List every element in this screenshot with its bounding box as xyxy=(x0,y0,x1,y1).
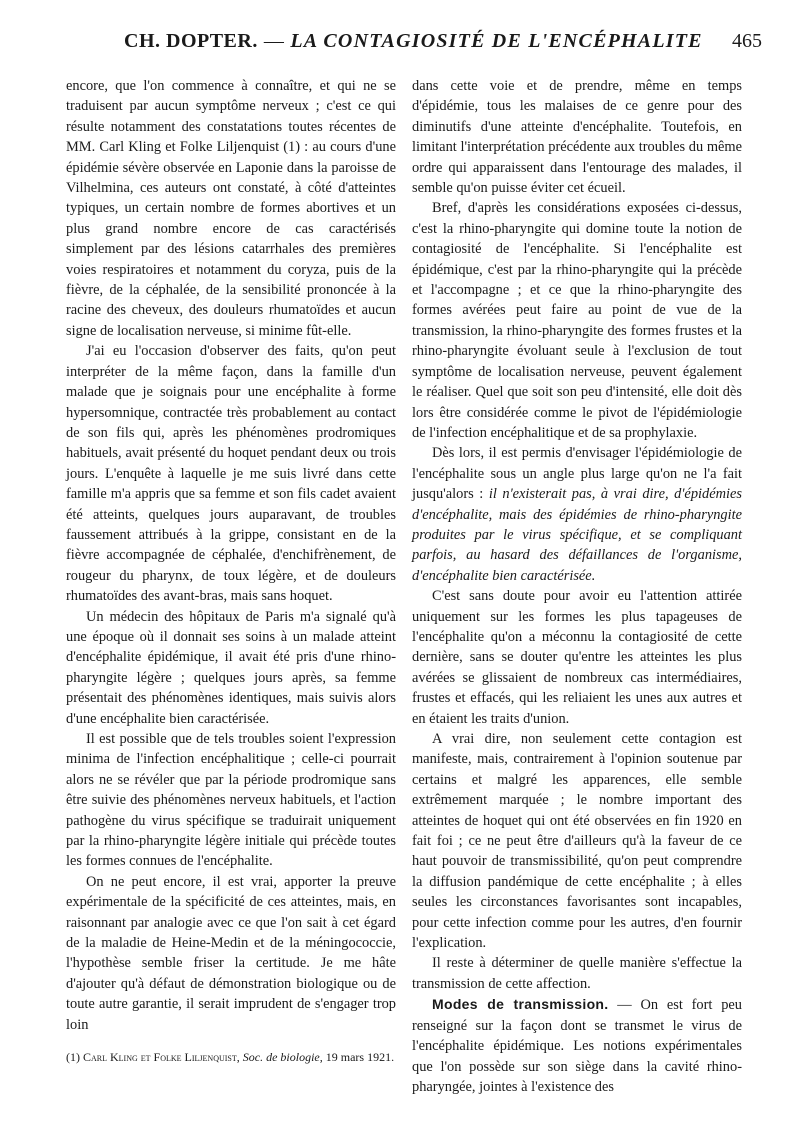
footnote xyxy=(66,1049,396,1066)
paragraph: dans cette voie et de prendre, même en temps d'épidémie, tous les malaises de ce genre pour des diminutifs d'une atteinte d'encéphalite. Toutefois, en limitant l'interprétation précédente aux troubles du même ordre qui apparaissent dans l'entourage des malades, il semble qu'on puisse éviter cet écueil. xyxy=(412,78,742,197)
header-separator: — xyxy=(263,30,285,52)
paragraph: Bref, d'après les considérations exposées ci-dessus, c'est la rhino-pharyngite qui domine toute la notion de contagiosité de l'encéphalite. Si l'encéphalite est épidémique, c'est par la rhino-pharyngite qui la précède et l'accompagne ; et ce que la rhino-pharyngite des formes avérées peut faire au point de vue de la transmission, la rhino-pharyngite des formes frustes et la rhino-pharyngite évoluant seule à l'exclusion de tout symptôme de localisation nerveuse, peuvent également le réaliser. Quel que soit son peu d'intensité, elle doit dès lors être considérée comme le pivot de l'épidémiologie de l'infection encéphalitique et de sa prophylaxie. xyxy=(412,200,742,441)
footnote-authors: Carl Kling et Folke Liljenquist, xyxy=(83,1050,240,1065)
page-number: 465 xyxy=(732,30,762,52)
paragraph: On ne peut encore, il est vrai, apporter la preuve expérimentale de la spécificité de ces atteintes, mais, en raisonnant par analogie avec ce que l'on sait à cet égard de la maladie de Heine-Medin et de la méningococcie, l'hypothèse semble friser la certitude. Je me hâte d'ajouter qu'à défaut de démonstration biologique ou de toute autre garantie, il serait imprudent de s'engager trop loin xyxy=(66,873,396,1033)
paragraph-text: Dès lors, il est permis d'envisager l'épidémiologie de l'encéphalite sous un angle plus large qu'on ne l'a fait jusqu'alors : xyxy=(412,445,742,503)
paragraph: Un médecin des hôpitaux de Paris m'a signalé qu'à une époque où il donnait ses soins à un malade atteint d'encéphalite épidémique, il avait été pris d'une rhino-pharyngite légère ; quelques jours après, sa femme présentait des phénomènes identiques, mais suivis alors d'une encéphalite bien caractérisée. xyxy=(66,608,396,727)
paragraph: J'ai eu l'occasion d'observer des faits, qu'on peut interpréter de la même façon, dans la famille d'un malade que je soignais pour une encéphalite à forme hypersomnique, contractée très probablement au contact de son fils qui, après les phénomènes prodromiques habituels, avait présenté du hoquet pendant deux ou trois jours. L'enquête à laquelle je me suis livré dans cette famille m'a appris que sa femme et son fils cadet avaient été atteints, quelques jours auparavant, de troubles faussement attribués à la grippe, consistant en de la fièvre accompagnée de céphalée, d'enchifrènement, de rougeur du pharynx, de toux légère, et de douleurs rhumatoïdes des avant-bras, mais sans hoquet. xyxy=(66,343,396,605)
paragraph-emphasis: il n'existerait pas, à vrai dire, d'épidémies d'encéphalite, mais des épidémies de rhino-pharyngite produites par le virus spécifique, et se compliquant parfois, au hasard des défaillances de l'organisme, d'encéphalite bien caractérisée. xyxy=(412,486,742,584)
running-header xyxy=(72,30,762,64)
section-heading: Modes de transmission. xyxy=(432,996,609,1013)
paragraph: Il reste à déterminer de quelle manière s'effectue la transmission de cette affection. xyxy=(412,955,742,992)
paragraph: A vrai dire, non seulement cette contagion est manifeste, mais, contrairement à l'opinion soutenue par certains et malgré les apparences, elle semble extrêmement marquée ; le nombre important des atteintes de hoquet qui ont été observées en fin 1920 en fait foi ; ce ne peut être d'ailleurs qu'à la faveur de ce haut pouvoir de transmissibilité, qu'on peut comprendre la diffusion pandémique de cette encéphalite ; à elles seules les circonstances favorisantes sont incapables, pour cette infection comme pour les autres, d'en fournir l'explication. xyxy=(412,731,742,952)
right-column xyxy=(412,76,742,1097)
paragraph-text: — On est fort peu renseigné sur la façon dont se transmet le virus de l'encéphalite épidémique. Les notions expérimentales que l'on possède sur son siège dans la cavité rhino-pharyngée, jointes à l'existence des xyxy=(412,997,742,1095)
footnote-mark: (1) xyxy=(66,1050,80,1065)
header-author: CH. DOPTER. xyxy=(124,30,258,52)
paragraph: Il est possible que de tels troubles soient l'expression minima de l'infection encéphalitique ; celle-ci pourrait alors ne se révéler que par la période prodromique sans être suivie des phénomènes nerveux habituels, et l'action pathogène du virus spécifique se traduirait uniquement par la rhino-pharyngite légère initiale qui précède toutes les formes connues de l'encéphalite. xyxy=(66,731,396,870)
paragraph: C'est sans doute pour avoir eu l'attention attirée uniquement sur les formes les plus tapageuses de l'encéphalite qu'on a méconnu la contagiosité de cette dernière, sans se douter qu'entre les atteintes les plus avérées se glissaient de nombreux cas intermédiaires, frustes et effacés, qui les reliaient les unes aux autres et en étaient les traits d'union. xyxy=(412,588,742,727)
header-paper-title: LA CONTAGIOSITÉ DE L'ENCÉPHALITE xyxy=(290,30,703,52)
paragraph: encore, que l'on commence à connaître, et qui ne se traduisent par aucun symptôme nerveux ; c'est ce qui résulte notamment des constatations toutes récentes de MM. Carl Kling et Folke Liljenquist (1) : au cours d'une épidémie sévère observée en Laponie dans la paroisse de Vilhelmina, ces auteurs ont constaté, à côté d'atteintes typiques, un certain nombre de formes abortives et un plus grand nombre encore de cas caractérisés simplement par des lésions catarrhales des premières voies respiratoires et notamment du coryza, puis de la fièvre, de la céphalée, de la sensibilité prononcée à la racine des cheveux, des douleurs rhumatoïdes et aucun signe de localisation nerveuse, si minime fût-elle. xyxy=(66,78,396,339)
left-column xyxy=(66,76,396,1066)
footnote-date: 19 mars 1921. xyxy=(325,1050,395,1065)
footnote-source: Soc. de biologie, xyxy=(242,1050,323,1065)
running-title xyxy=(124,30,703,53)
paragraph xyxy=(412,994,742,1097)
paragraph xyxy=(412,443,742,586)
